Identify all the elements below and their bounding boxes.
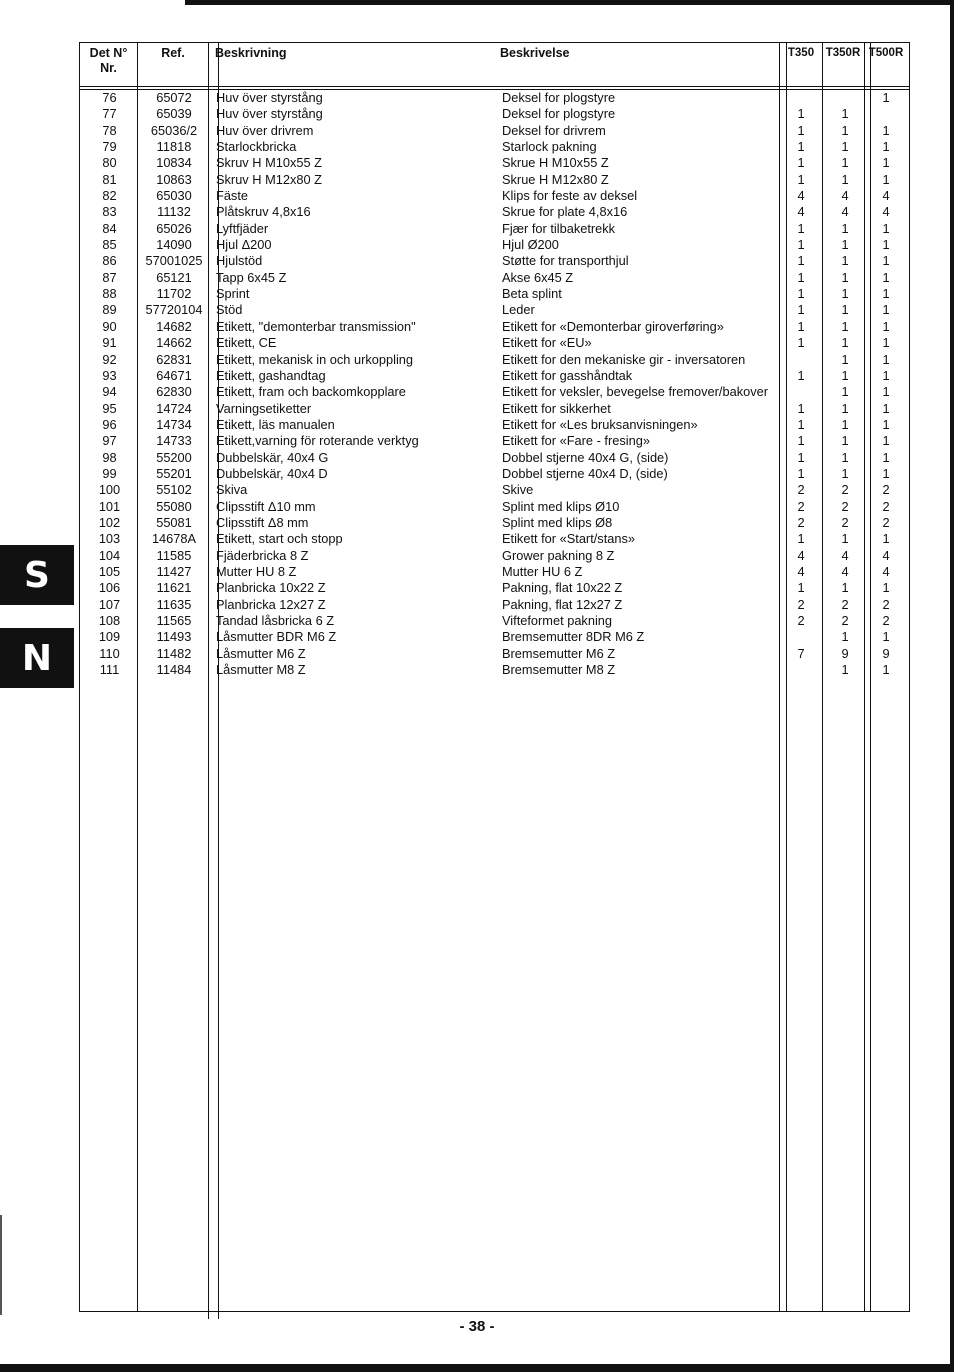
cell-beskrivning: Huv över styrstång	[216, 106, 323, 122]
table-row	[80, 646, 909, 662]
cell-t350: 1	[797, 318, 805, 334]
cell-beskrivelse: Etikett for sikkerhet	[502, 400, 611, 416]
cell-t350: 1	[797, 122, 805, 138]
right-border	[950, 0, 954, 1372]
cell-ref: 65036/2	[150, 122, 198, 138]
header-beskrivelse: Beskrivelse	[500, 46, 570, 60]
cell-t500r: 1	[882, 318, 890, 334]
cell-ref: 65030	[156, 188, 192, 204]
bottom-border	[0, 1364, 954, 1372]
cell-beskrivning: Etikett, gashandtag	[216, 367, 326, 383]
cell-beskrivning: Etikett, läs manualen	[216, 416, 335, 432]
cell-beskrivelse: Grower pakning 8 Z	[502, 547, 615, 563]
cell-det: 93	[102, 367, 117, 383]
cell-t350: 1	[797, 155, 805, 171]
cell-ref: 65039	[156, 106, 192, 122]
cell-t500r: 1	[882, 465, 890, 481]
cell-ref: 14724	[156, 400, 192, 416]
cell-beskrivning: Etikett, fram och backomkopplare	[216, 384, 406, 400]
cell-beskrivelse: Støtte for transporthjul	[502, 253, 629, 269]
table-row	[80, 613, 909, 629]
cell-beskrivning: Planbricka 12x27 Z	[216, 596, 326, 612]
cell-det: 79	[102, 139, 117, 155]
cell-det: 104	[98, 547, 121, 563]
cell-beskrivning: Varningsetiketter	[216, 400, 312, 416]
cell-t500r: 2	[882, 482, 890, 498]
cell-t350: 1	[797, 106, 805, 122]
cell-beskrivelse: Bremsemutter M6 Z	[502, 645, 616, 661]
cell-t500r: 1	[882, 122, 890, 138]
table-row	[80, 302, 909, 318]
cell-t350r: 1	[841, 220, 849, 236]
cell-beskrivning: Fäste	[216, 188, 249, 204]
cell-t350r: 1	[841, 629, 849, 645]
cell-beskrivelse: Skrue H M12x80 Z	[502, 171, 609, 187]
cell-t350r: 2	[841, 514, 849, 530]
cell-t350r: 2	[841, 613, 849, 628]
cell-t350r: 1	[841, 662, 849, 678]
cell-t500r: 1	[882, 580, 890, 596]
cell-beskrivning: Clipsstift Δ8 mm	[216, 514, 309, 530]
cell-t350: 1	[797, 400, 805, 416]
cell-beskrivelse: Deksel for drivrem	[502, 122, 606, 138]
cell-det: 83	[102, 204, 117, 220]
cell-t350r: 1	[841, 384, 849, 400]
cell-t350r: 4	[841, 547, 849, 563]
cell-t500r: 1	[882, 335, 890, 351]
cell-t350r: 1	[841, 286, 849, 302]
cell-t500r: 1	[882, 171, 890, 187]
header-det-label: Det N°	[89, 46, 128, 60]
cell-t350r: 2	[841, 482, 849, 498]
cell-beskrivelse: Etikett for «Demonterbar giroverføring»	[502, 318, 724, 334]
cell-ref: 10834	[156, 155, 192, 171]
cell-ref: 11621	[156, 580, 192, 596]
cell-t500r: 4	[882, 547, 890, 563]
cell-t350: 2	[797, 596, 805, 612]
cell-t500r: 1	[882, 237, 890, 253]
cell-det: 105	[98, 563, 121, 579]
header-t350r: T350R	[825, 47, 861, 59]
table-row	[80, 482, 909, 498]
cell-t350r: 1	[841, 318, 849, 334]
cell-ref: 57001025	[145, 253, 203, 269]
cell-t350: 2	[797, 514, 805, 530]
cell-t350: 1	[797, 286, 805, 302]
cell-beskrivning: Dubbelskär, 40x4 G	[216, 449, 329, 465]
cell-t500r: 1	[882, 286, 890, 302]
table-row	[80, 172, 909, 188]
cell-t350r: 1	[841, 433, 849, 449]
table-row	[80, 564, 909, 580]
cell-ref: 14682	[156, 318, 192, 334]
cell-ref: 55080	[156, 498, 192, 514]
cell-det: 86	[102, 253, 117, 269]
cell-beskrivelse: Etikett for gasshåndtak	[502, 367, 633, 383]
table-row	[80, 335, 909, 351]
table-row	[80, 368, 909, 384]
cell-t500r: 1	[882, 351, 890, 367]
cell-t500r: 2	[882, 498, 890, 514]
cell-t350: 1	[797, 302, 805, 318]
cell-det: 90	[102, 318, 117, 334]
cell-det: 96	[102, 416, 117, 432]
cell-t350: 4	[797, 204, 805, 220]
header-beskrivning: Beskrivning	[215, 46, 287, 60]
page-number: - 38 -	[459, 1318, 495, 1335]
cell-beskrivning: Låsmutter M6 Z	[216, 645, 306, 661]
cell-det: 111	[99, 662, 120, 678]
cell-t350r: 4	[841, 188, 849, 204]
cell-beskrivning: Lyftfjäder	[216, 220, 269, 236]
table-row	[80, 237, 909, 253]
cell-t500r: 2	[882, 596, 890, 612]
cell-t350: 2	[797, 482, 805, 498]
cell-beskrivelse: Deksel for plogstyre	[502, 90, 616, 105]
cell-det: 77	[102, 106, 117, 122]
cell-beskrivning: Plåtskruv 4,8x16	[216, 204, 311, 220]
cell-t350r: 1	[841, 531, 849, 547]
cell-ref: 11427	[156, 563, 192, 579]
cell-beskrivning: Hjul Δ200	[216, 237, 272, 253]
cell-det: 91	[102, 335, 117, 351]
cell-t500r: 1	[882, 449, 890, 465]
cell-det: 98	[102, 449, 117, 465]
header-ref: Ref.	[161, 46, 185, 60]
cell-det: 95	[102, 400, 117, 416]
cell-t500r: 1	[882, 384, 890, 400]
cell-t350r: 1	[841, 302, 849, 318]
cell-t350r: 9	[841, 645, 849, 661]
cell-beskrivning: Tapp 6x45 Z	[216, 269, 287, 285]
cell-beskrivelse: Etikett for den mekaniske gir - inversatoren	[502, 351, 746, 367]
cell-ref: 62831	[156, 351, 192, 367]
cell-ref: 65026	[156, 220, 192, 236]
table-row	[80, 499, 909, 515]
cell-ref: 11565	[156, 613, 192, 628]
cell-t350r: 1	[841, 367, 849, 383]
table-row	[80, 662, 909, 678]
cell-t500r: 4	[882, 204, 890, 220]
cell-ref: 14662	[156, 335, 192, 351]
cell-ref: 64671	[156, 367, 192, 383]
cell-t500r: 1	[882, 155, 890, 171]
cell-beskrivning: Skruv H M10x55 Z	[216, 155, 322, 171]
cell-det: 87	[102, 269, 117, 285]
cell-beskrivning: Clipsstift Δ10 mm	[216, 498, 316, 514]
cell-det: 102	[98, 514, 121, 530]
cell-ref: 62830	[156, 384, 192, 400]
cell-t350: 4	[797, 188, 805, 204]
cell-ref: 11702	[156, 286, 192, 302]
cell-det: 82	[102, 188, 117, 204]
cell-det: 78	[102, 122, 117, 138]
cell-t500r: 4	[882, 188, 890, 204]
cell-ref: 11635	[156, 596, 192, 612]
cell-beskrivning: Sprint	[216, 286, 250, 302]
cell-beskrivelse: Pakning, flat 12x27 Z	[502, 596, 623, 612]
cell-t350r: 1	[841, 253, 849, 269]
cell-beskrivelse: Dobbel stjerne 40x4 G, (side)	[502, 449, 669, 465]
cell-beskrivelse: Vifteformet pakning	[502, 613, 613, 628]
table-row	[80, 352, 909, 368]
cell-t350r: 2	[841, 498, 849, 514]
cell-det: 89	[102, 302, 117, 318]
cell-t350r: 4	[841, 204, 849, 220]
cell-det: 92	[102, 351, 117, 367]
cell-t350r: 1	[841, 106, 849, 122]
cell-t350r: 1	[841, 237, 849, 253]
cell-t350: 1	[797, 220, 805, 236]
cell-t350: 1	[797, 433, 805, 449]
cell-t500r: 1	[882, 253, 890, 269]
cell-t500r: 1	[882, 302, 890, 318]
cell-det: 107	[98, 596, 121, 612]
cell-ref: 14733	[156, 433, 192, 449]
cell-t350: 1	[797, 335, 805, 351]
cell-t500r: 1	[882, 416, 890, 432]
cell-t350r: 1	[841, 580, 849, 596]
cell-t350r: 1	[841, 416, 849, 432]
cell-t350: 7	[797, 645, 805, 661]
cell-t350: 4	[797, 547, 805, 563]
cell-t500r: 1	[882, 139, 890, 155]
cell-t500r: 1	[882, 367, 890, 383]
header-t500r: T500R	[868, 47, 904, 59]
header-t350: T350	[787, 47, 815, 59]
cell-det: 80	[102, 155, 117, 171]
cell-t350r: 1	[841, 155, 849, 171]
cell-t350r: 2	[841, 596, 849, 612]
cell-t350: 1	[797, 171, 805, 187]
cell-beskrivelse: Bremsemutter M8 Z	[502, 662, 616, 678]
cell-det: 106	[98, 580, 121, 596]
table-row	[80, 270, 909, 286]
cell-beskrivelse: Skive	[502, 482, 534, 498]
table-row	[80, 548, 909, 564]
table-row	[80, 188, 909, 204]
table-row	[80, 580, 909, 596]
table-row	[80, 597, 909, 613]
cell-t500r: 4	[882, 563, 890, 579]
cell-beskrivelse: Skrue H M10x55 Z	[502, 155, 609, 171]
table-row	[80, 253, 909, 269]
cell-t350r: 1	[841, 171, 849, 187]
cell-t350: 4	[797, 563, 805, 579]
cell-t350r: 1	[841, 139, 849, 155]
cell-beskrivelse: Etikett for «Les bruksanvisningen»	[502, 416, 698, 432]
cell-t500r: 9	[882, 645, 890, 661]
table-row	[80, 629, 909, 645]
cell-beskrivelse: Splint med klips Ø10	[502, 498, 620, 514]
table-row	[80, 450, 909, 466]
table-row	[80, 204, 909, 220]
table-body	[80, 90, 909, 678]
cell-beskrivning: Låsmutter BDR M6 Z	[216, 629, 337, 645]
cell-t350: 1	[797, 269, 805, 285]
parts-table	[79, 42, 910, 1312]
cell-det: 110	[99, 645, 120, 661]
cell-t500r: 1	[882, 433, 890, 449]
cell-ref: 55081	[156, 514, 192, 530]
cell-ref: 14734	[156, 416, 192, 432]
cell-t350r: 1	[841, 269, 849, 285]
cell-t350: 1	[797, 367, 805, 383]
cell-t350r: 1	[841, 465, 849, 481]
cell-ref: 11132	[157, 204, 191, 220]
cell-det: 100	[98, 482, 121, 498]
cell-beskrivning: Hjulstöd	[216, 253, 263, 269]
table-row	[80, 417, 909, 433]
cell-ref: 11585	[156, 547, 192, 563]
cell-beskrivelse: Hjul Ø200	[502, 237, 559, 253]
cell-det: 94	[102, 384, 117, 400]
table-row	[80, 531, 909, 547]
cell-ref: 11493	[156, 629, 192, 645]
cell-beskrivning: Huv över styrstång	[216, 90, 323, 105]
cell-beskrivning: Etikett, start och stopp	[216, 531, 343, 547]
cell-beskrivning: Huv över drivrem	[216, 122, 314, 138]
cell-t500r: 2	[882, 514, 890, 530]
top-border	[185, 0, 954, 5]
table-row	[80, 106, 909, 122]
cell-beskrivning: Stöd	[216, 302, 243, 318]
cell-t350: 1	[797, 416, 805, 432]
cell-t500r: 2	[882, 613, 890, 628]
cell-beskrivelse: Splint med klips Ø8	[502, 514, 613, 530]
table-row	[80, 221, 909, 237]
cell-t350r: 1	[841, 351, 849, 367]
table-row	[80, 515, 909, 531]
cell-t500r: 1	[882, 400, 890, 416]
cell-t350r: 4	[841, 563, 849, 579]
cell-beskrivning: Etikett, CE	[216, 335, 277, 351]
cell-beskrivelse: Dobbel stjerne 40x4 D, (side)	[502, 465, 668, 481]
cell-t500r: 1	[882, 220, 890, 236]
cell-beskrivning: Planbricka 10x22 Z	[216, 580, 326, 596]
cell-beskrivelse: Etikett for «Fare - fresing»	[502, 433, 650, 449]
table-row	[80, 433, 909, 449]
cell-det: 99	[102, 465, 117, 481]
cell-ref: 11818	[156, 139, 192, 155]
table-row	[80, 466, 909, 482]
header-det-sublabel: Nr.	[100, 61, 117, 75]
cell-ref: 55201	[156, 465, 192, 481]
cell-beskrivning: Tandad låsbricka 6 Z	[216, 613, 335, 628]
cell-beskrivelse: Leder	[502, 302, 535, 318]
cell-t500r: 1	[882, 531, 890, 547]
cell-det: 108	[98, 613, 121, 628]
cell-beskrivning: Dubbelskär, 40x4 D	[216, 465, 328, 481]
header-det	[80, 46, 137, 76]
cell-t350: 1	[797, 449, 805, 465]
cell-beskrivning: Skiva	[216, 482, 248, 498]
cell-beskrivning: Etikett,varning för roterande verktyg	[216, 433, 419, 449]
table-row	[80, 384, 909, 400]
cell-det: 81	[102, 171, 117, 187]
table-row	[80, 123, 909, 139]
cell-t350: 2	[797, 613, 805, 628]
cell-beskrivelse: Etikett for «EU»	[502, 335, 592, 351]
table-row	[80, 139, 909, 155]
cell-t350: 1	[797, 580, 805, 596]
cell-ref: 55102	[156, 482, 192, 498]
cell-beskrivelse: Mutter HU 6 Z	[502, 563, 583, 579]
cell-det: 76	[102, 90, 117, 105]
table-row	[80, 90, 909, 106]
cell-det: 85	[102, 237, 117, 253]
left-margin-line	[0, 1215, 2, 1315]
cell-t350: 1	[797, 237, 805, 253]
table-row	[80, 155, 909, 171]
cell-t500r: 1	[882, 269, 890, 285]
cell-t350: 1	[797, 139, 805, 155]
cell-ref: 14090	[156, 237, 192, 253]
table-row	[80, 319, 909, 335]
cell-beskrivelse: Deksel for plogstyre	[502, 106, 616, 122]
cell-beskrivelse: Skrue for plate 4,8x16	[502, 204, 628, 220]
cell-t350: 2	[797, 498, 805, 514]
cell-ref: 10863	[156, 171, 192, 187]
cell-beskrivning: Mutter HU 8 Z	[216, 563, 297, 579]
cell-beskrivelse: Fjær for tilbaketrekk	[502, 220, 616, 236]
cell-t350r: 1	[841, 122, 849, 138]
cell-t350r: 1	[841, 335, 849, 351]
cell-beskrivelse: Starlock pakning	[502, 139, 597, 155]
cell-beskrivelse: Beta splint	[502, 286, 562, 302]
cell-beskrivelse: Akse 6x45 Z	[502, 269, 574, 285]
cell-t350: 1	[797, 531, 805, 547]
cell-beskrivelse: Etikett for veksler, bevegelse fremover/bakover	[502, 384, 769, 400]
cell-det: 109	[98, 629, 121, 645]
cell-beskrivelse: Pakning, flat 10x22 Z	[502, 580, 623, 596]
cell-t500r: 1	[882, 90, 890, 105]
cell-det: 103	[98, 531, 121, 547]
cell-beskrivning: Etikett, "demonterbar transmission"	[216, 318, 416, 334]
cell-t350r: 1	[841, 449, 849, 465]
cell-beskrivelse: Klips for feste av deksel	[502, 188, 638, 204]
cell-t350r: 1	[841, 400, 849, 416]
cell-ref: 11482	[156, 645, 192, 661]
cell-beskrivelse: Bremsemutter 8DR M6 Z	[502, 629, 645, 645]
cell-det: 88	[102, 286, 117, 302]
cell-beskrivning: Etikett, mekanisk in och urkoppling	[216, 351, 414, 367]
side-tab-n: N	[0, 628, 74, 688]
cell-beskrivning: Fjäderbricka 8 Z	[216, 547, 309, 563]
cell-beskrivelse: Etikett for «Start/stans»	[502, 531, 636, 547]
cell-ref: 11484	[156, 662, 192, 678]
cell-ref: 14678A	[151, 531, 197, 547]
cell-ref: 65072	[156, 90, 192, 105]
cell-det: 101	[98, 498, 121, 514]
cell-det: 97	[102, 433, 117, 449]
cell-t350: 1	[797, 253, 805, 269]
table-row	[80, 286, 909, 302]
cell-det: 84	[102, 220, 117, 236]
table-row	[80, 401, 909, 417]
cell-t500r: 1	[882, 629, 890, 645]
cell-ref: 57720104	[145, 302, 203, 318]
cell-beskrivning: Skruv H M12x80 Z	[216, 171, 322, 187]
cell-beskrivning: Starlockbricka	[216, 139, 297, 155]
cell-ref: 55200	[156, 449, 192, 465]
cell-ref: 65121	[156, 269, 192, 285]
cell-t350: 1	[797, 465, 805, 481]
side-tab-s: S	[0, 545, 74, 605]
cell-t500r: 1	[882, 662, 890, 678]
cell-beskrivning: Låsmutter M8 Z	[216, 662, 306, 678]
